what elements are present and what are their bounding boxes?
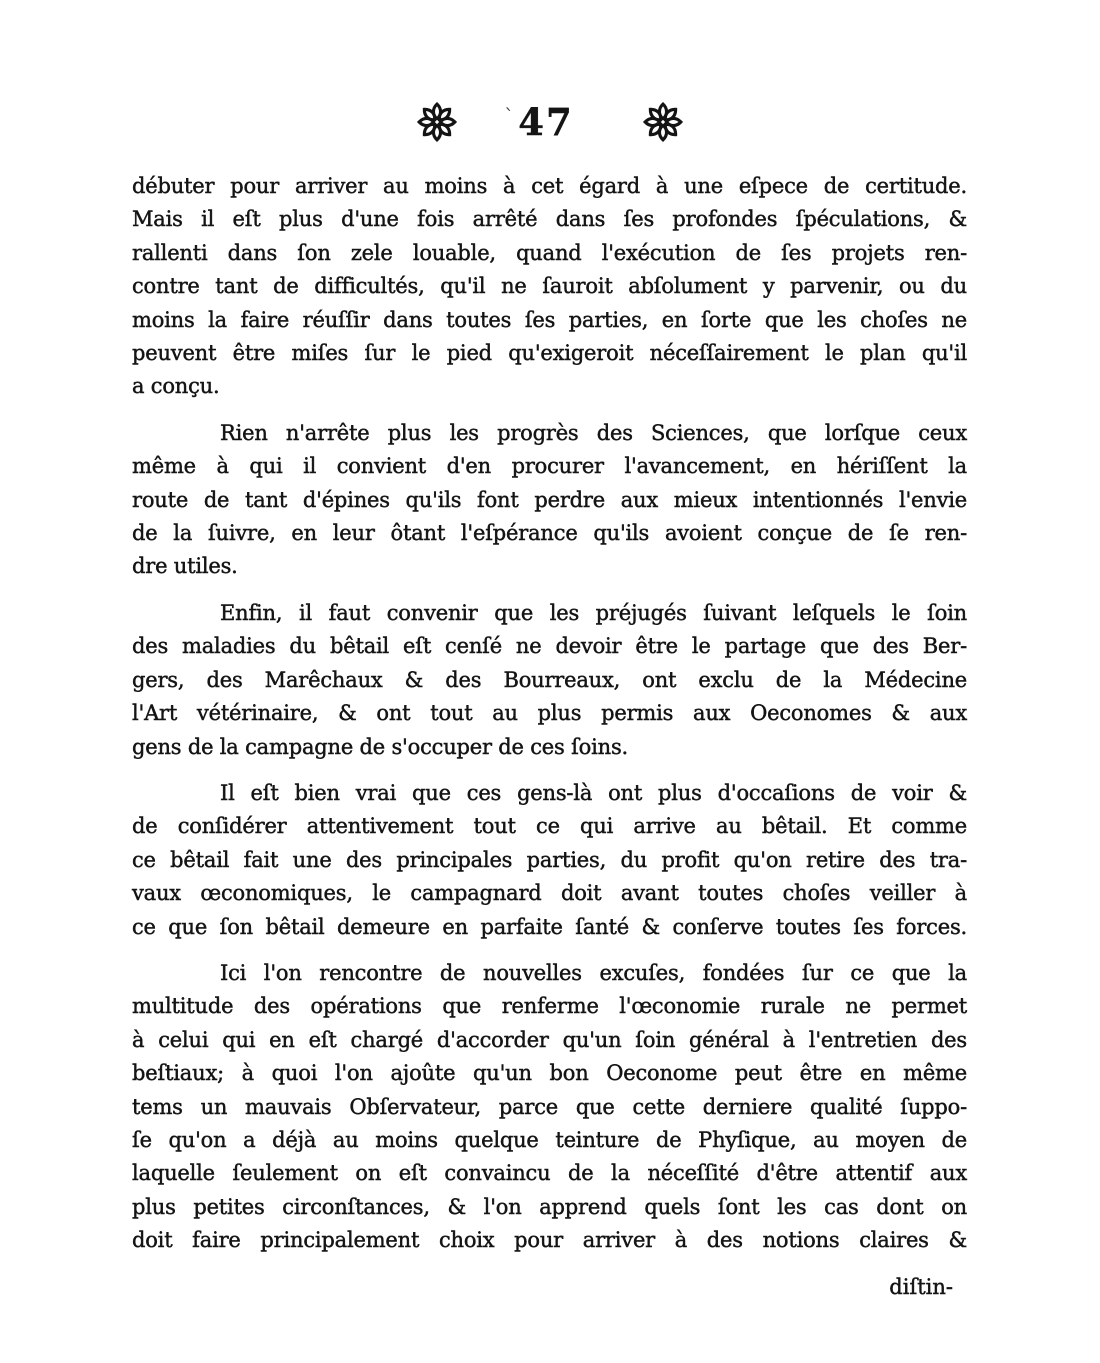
text-line: doit faire principalement choix pour arriver à des notions claires & [132, 1228, 967, 1253]
text-line: contre tant de difficultés, qu'il ne ſauroit abſolument y parvenir, ou du [132, 274, 967, 299]
text-line: de la ſuivre, en leur ôtant l'eſpérance qu'ils avoient conçue de ſe ren- [132, 521, 967, 546]
paragraph [132, 777, 967, 944]
fleuron-left-icon [416, 101, 458, 143]
text-line: laquelle ſeulement on eſt convaincu de la néceſſité d'être attentif aux [132, 1161, 967, 1186]
text-line: Mais il eſt plus d'une fois arrêté dans ſes profondes ſpéculations, & [132, 207, 967, 232]
text-line: route de tant d'épines qu'ils font perdre aux mieux intentionnés l'envie [132, 487, 967, 512]
page-header [0, 0, 1100, 148]
text-line: ſe qu'on a déjà au moins quelque teinture de Phyſique, au moyen de [132, 1127, 967, 1152]
text-line: moins la faire réuſſir dans toutes ſes parties, en ſorte que les choſes ne [132, 307, 967, 332]
paragraph [132, 957, 967, 1258]
paragraph [132, 170, 967, 404]
text-line: peuvent être miſes ſur le pied qu'exigeroit néceſſairement le plan qu'il [132, 341, 967, 366]
paragraph [132, 597, 967, 764]
text-line: des maladies du bêtail eſt cenſé ne devoir être le partage que des Ber- [132, 634, 967, 659]
text-line: l'Art vétérinaire, & ont tout au plus permis aux Oeconomes & aux [132, 701, 967, 726]
text-block [132, 170, 967, 1258]
text-line: Il eſt bien vrai que ces gens-là ont plus d'occaſions de voir & [220, 780, 967, 805]
text-line: rallenti dans ſon zele louable, quand l'exécution de ſes projets ren- [132, 240, 967, 265]
text-line: gens de la campagne de s'occuper de ces ſoins. [132, 734, 628, 759]
text-line: tems un mauvais Obſervateur, parce que cette derniere qualité ſuppo- [132, 1094, 967, 1119]
text-line: ce bêtail fait une des principales parties, du profit qu'on retire des tra- [132, 847, 967, 872]
text-line: dre utiles. [132, 554, 238, 579]
text-line: gers, des Marêchaux & des Bourreaux, ont exclu de la Médecine [132, 667, 967, 692]
text-line: vaux œconomiques, le campagnard doit avant toutes choſes veiller à [132, 881, 967, 906]
paragraph [132, 417, 967, 584]
text-line: de conſidérer attentivement tout ce qui arrive au bêtail. Et comme [132, 814, 967, 839]
text-line: ce que ſon bêtail demeure en parfaite ſanté & conſerve toutes ſes forces. [132, 914, 967, 939]
text-line: Enfin, il faut convenir que les préjugés ſuivant leſquels le ſoin [220, 600, 967, 625]
fleuron-right-icon [642, 101, 684, 143]
text-line: beſtiaux; à quoi l'on ajoûte qu'un bon Oeconome peut être en même [132, 1061, 967, 1086]
text-line: débuter pour arriver au moins à cet égard à une eſpece de certitude. [132, 174, 967, 198]
text-line: même à qui il convient d'en procurer l'avancement, en hériſſent la [132, 454, 967, 479]
text-line: multitude des opérations que renferme l'œconomie rurale ne permet [132, 994, 967, 1019]
text-line: Ici l'on rencontre de nouvelles excuſes, fondées ſur ce que la [220, 960, 967, 985]
page-number-prefix-mark: ˋ [504, 103, 517, 128]
text-line: à celui qui en eſt chargé d'accorder qu'un ſoin général à l'entretien des [132, 1027, 967, 1052]
page-number-value: 47 [518, 99, 574, 144]
catchword: diſtin- [889, 1274, 953, 1299]
text-line: plus petites circonſtances, & l'on apprend quels ſont les cas dont on [132, 1194, 967, 1219]
text-line: Rien n'arrête plus les progrès des Sciences, que lorſque ceux [220, 420, 967, 445]
page-number [504, 99, 574, 144]
text-line: a conçu. [132, 374, 220, 399]
